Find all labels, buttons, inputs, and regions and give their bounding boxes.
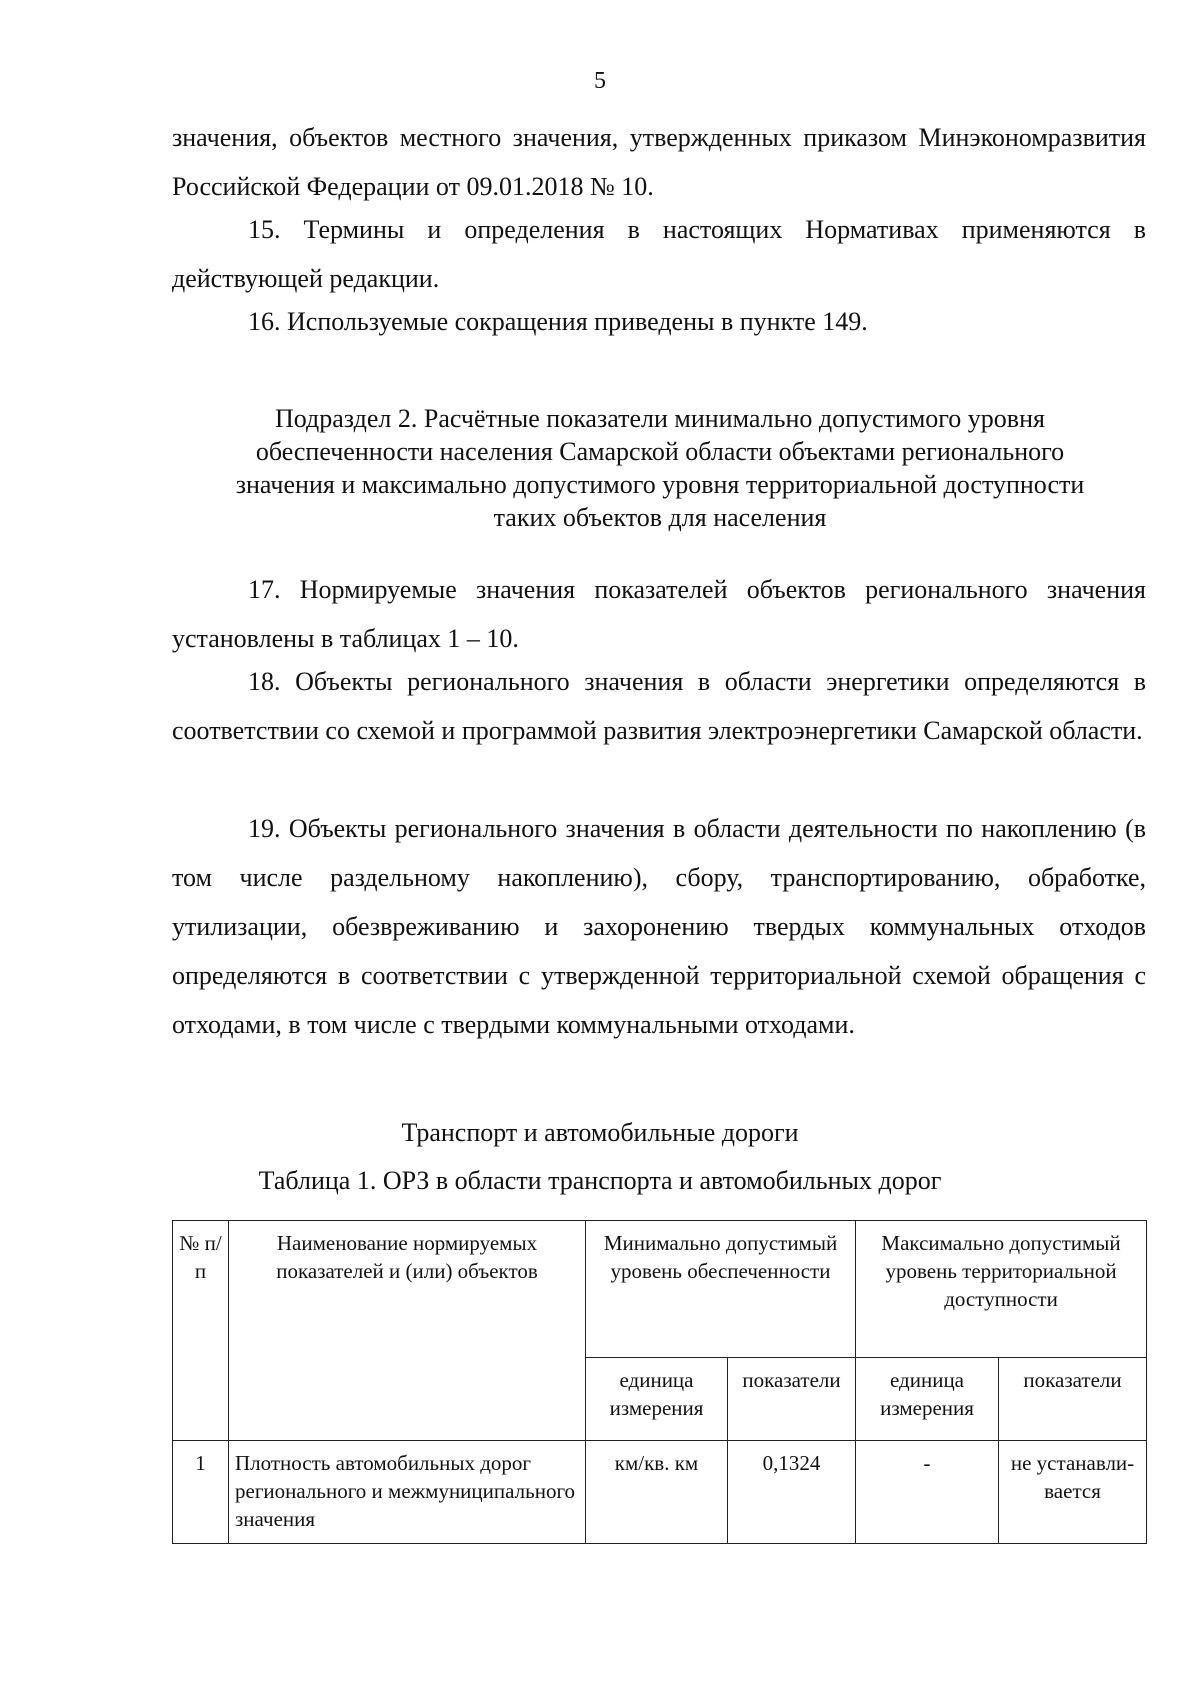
row-name: Плотность автомобильных дорог регионального и межмуниципального значения — [229, 1441, 586, 1544]
paragraph-19: 19. Объекты регионального значения в области деятельности по накоплению (в том числе раздельному накоплению), сбору, транспортированию, обработке, утилизации, обезвреживанию и захоронению твердых коммунальных отходов определяются в соответствии с утвержденной территориальной схемой обращения с отходами, в том числе с твердыми коммунальными отходами. — [172, 814, 1146, 1039]
subheader-value: показатели — [728, 1358, 856, 1441]
subsection-heading-line: Подраздел 2. Расчётные показатели минимально допустимого уровня — [275, 404, 1045, 433]
row-max-value: не устанавли-вается — [999, 1441, 1147, 1544]
row-number: 1 — [173, 1441, 229, 1544]
paragraph-16: 16. Используемые сокращения приведены в пункте 149. — [248, 307, 868, 336]
subsection-heading-line: таких объектов для населения — [493, 503, 827, 532]
subheader-unit: единица измерения — [586, 1358, 728, 1441]
section-title: Транспорт и автомобильные дороги — [401, 1118, 799, 1147]
paragraph-15: 15. Термины и определения в настоящих Нормативах применяются в действующей редакции. — [172, 215, 1146, 293]
paragraph-18: 18. Объекты регионального значения в области энергетики определяются в соответствии со схемой и программой развития электроэнергетики Самарской области. — [172, 667, 1146, 745]
header-max-level: Максимально допустимый уровень территориальной доступности — [856, 1221, 1147, 1358]
subsection-heading — [150, 402, 1170, 534]
row-max-unit: - — [856, 1441, 999, 1544]
paragraph-continuation: значения, объектов местного значения, утвержденных приказом Минэкономразвития Российской Федерации от 09.01.2018 № 10. — [172, 123, 1146, 201]
data-table — [172, 1220, 1147, 1544]
header-name: Наименование нормируемых показателей и (или) объектов — [229, 1221, 586, 1441]
header-number: № п/п — [173, 1221, 229, 1441]
header-min-level: Минимально допустимый уровень обеспеченности — [586, 1221, 856, 1358]
subsection-heading-line: обеспеченности населения Самарской области объектами регионального — [255, 437, 1065, 466]
table-header-row — [173, 1221, 1147, 1358]
row-min-value: 0,1324 — [728, 1441, 856, 1544]
paragraph-17: 17. Нормируемые значения показателей объектов регионального значения установлены в таблицах 1 – 10. — [172, 575, 1146, 653]
subheader-value: показатели — [999, 1358, 1147, 1441]
row-min-unit: км/кв. км — [586, 1441, 728, 1544]
table-caption: Таблица 1. ОРЗ в области транспорта и автомобильных дорог — [258, 1166, 942, 1195]
table-row — [173, 1441, 1147, 1544]
subheader-unit: единица измерения — [856, 1358, 999, 1441]
subsection-heading-line: значения и максимально допустимого уровня территориальной доступности — [235, 470, 1085, 499]
page-number: 5 — [594, 68, 606, 94]
